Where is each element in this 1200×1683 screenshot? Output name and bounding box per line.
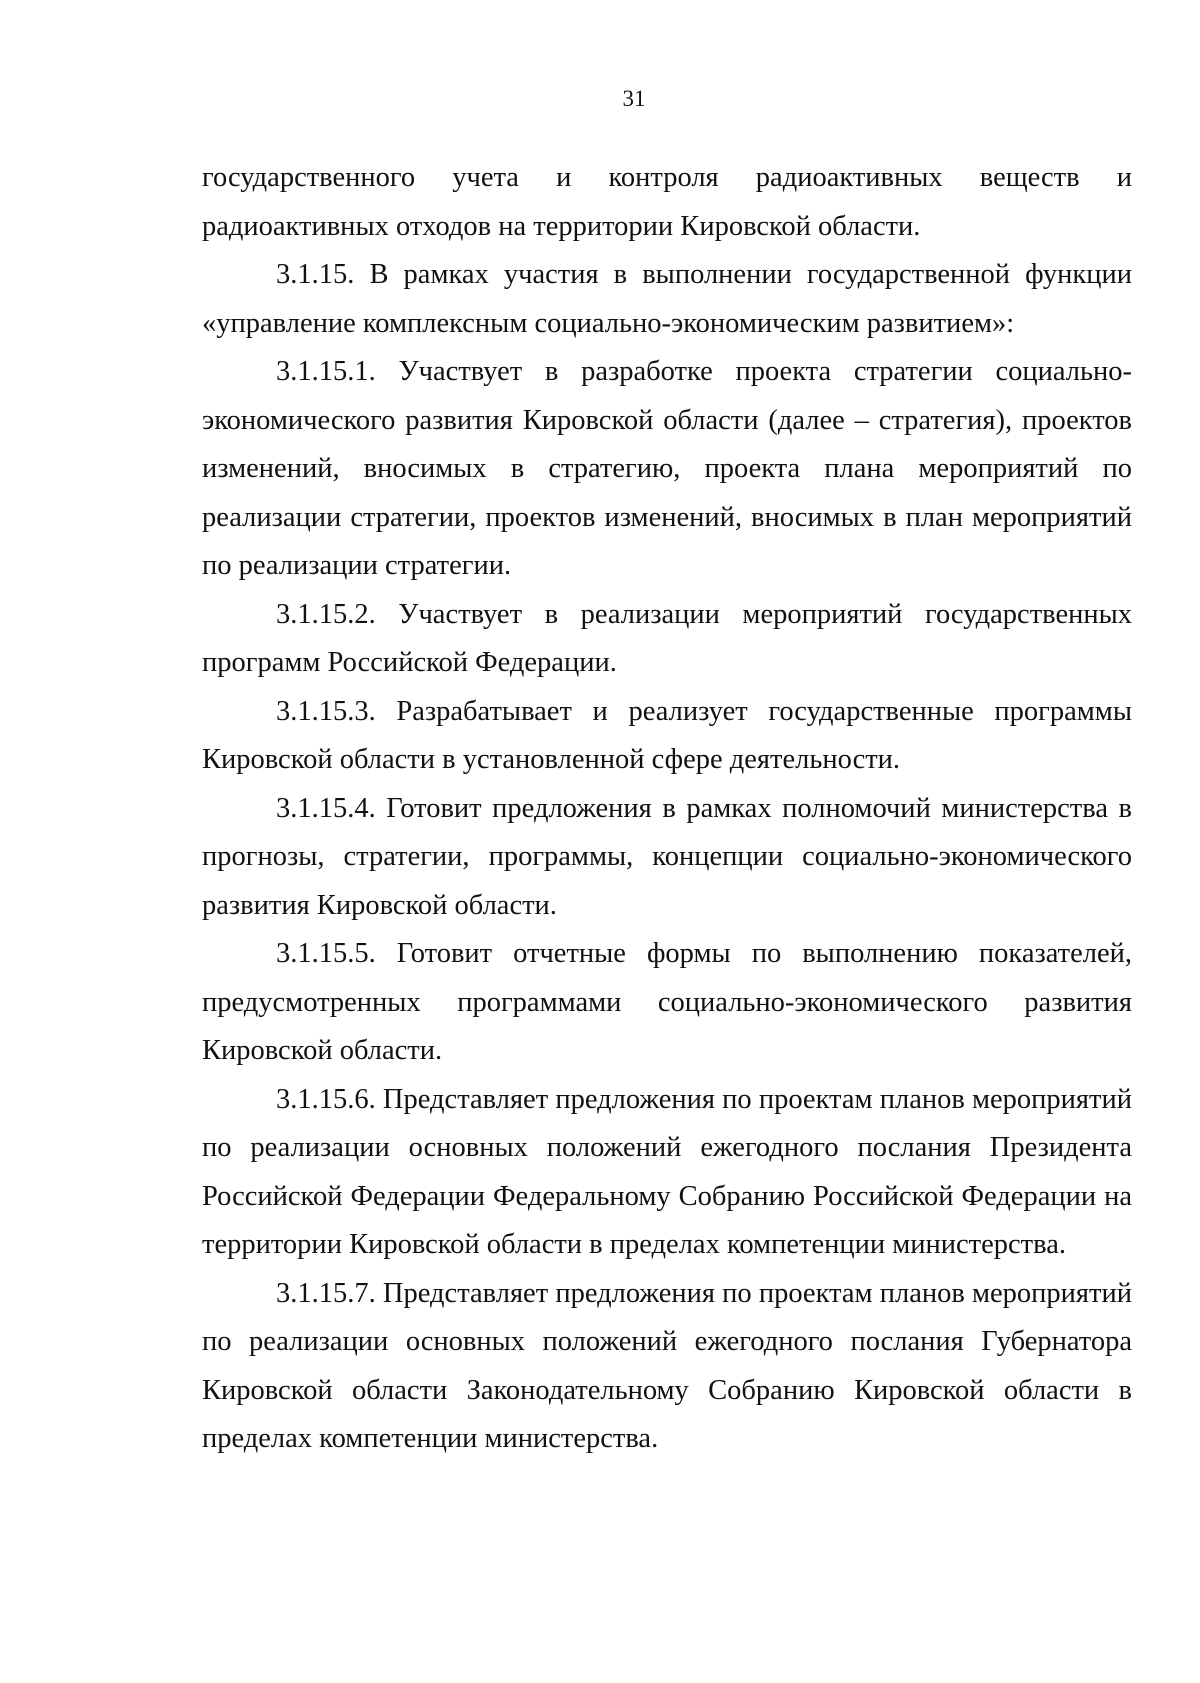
paragraph-3-1-15-7: 3.1.15.7. Представляет предложения по проектам планов мероприятий по реализации основных положений ежегодного послания Губернатора Кировской области Законодательному Собранию Кировской области в пределах компетенции министерства. [202, 1277, 1132, 1454]
paragraph-3-1-15-2: 3.1.15.2. Участвует в реализации мероприятий государственных программ Российской Федерации. [202, 598, 1132, 678]
page-number: 31 [622, 86, 646, 111]
paragraph-3-1-15-1: 3.1.15.1. Участвует в разработке проекта стратегии социально-экономического развития Кировской области (далее – стратегия), проектов изменений, вносимых в стратегию, проекта плана мероприятий по реализации стратегии, проектов изменений, вносимых в план мероприятий по реализации стратегии. [202, 356, 1132, 581]
paragraph-3-1-15-3: 3.1.15.3. Разрабатывает и реализует государственные программы Кировской области в установленной сфере деятельности. [202, 695, 1132, 775]
paragraph-continuation: государственного учета и контроля радиоактивных веществ и радиоактивных отходов на территории Кировской области. [202, 162, 1132, 242]
paragraph-3-1-15: 3.1.15. В рамках участия в выполнении государственной функции «управление комплексным социально-экономическим развитием»: [202, 259, 1132, 339]
paragraph-3-1-15-6: 3.1.15.6. Представляет предложения по проектам планов мероприятий по реализации основных положений ежегодного послания Президента Российской Федерации Федеральному Собранию Российской Федерации на территории Кировской области в пределах компетенции министерства. [202, 1083, 1132, 1260]
paragraph-3-1-15-4: 3.1.15.4. Готовит предложения в рамках полномочий министерства в прогнозы, стратегии, программы, концепции социально-экономического развития Кировской области. [202, 792, 1132, 921]
paragraph-3-1-15-5: 3.1.15.5. Готовит отчетные формы по выполнению показателей, предусмотренных программами социально-экономического развития Кировской области. [202, 938, 1132, 1066]
document-body [202, 154, 1132, 1464]
